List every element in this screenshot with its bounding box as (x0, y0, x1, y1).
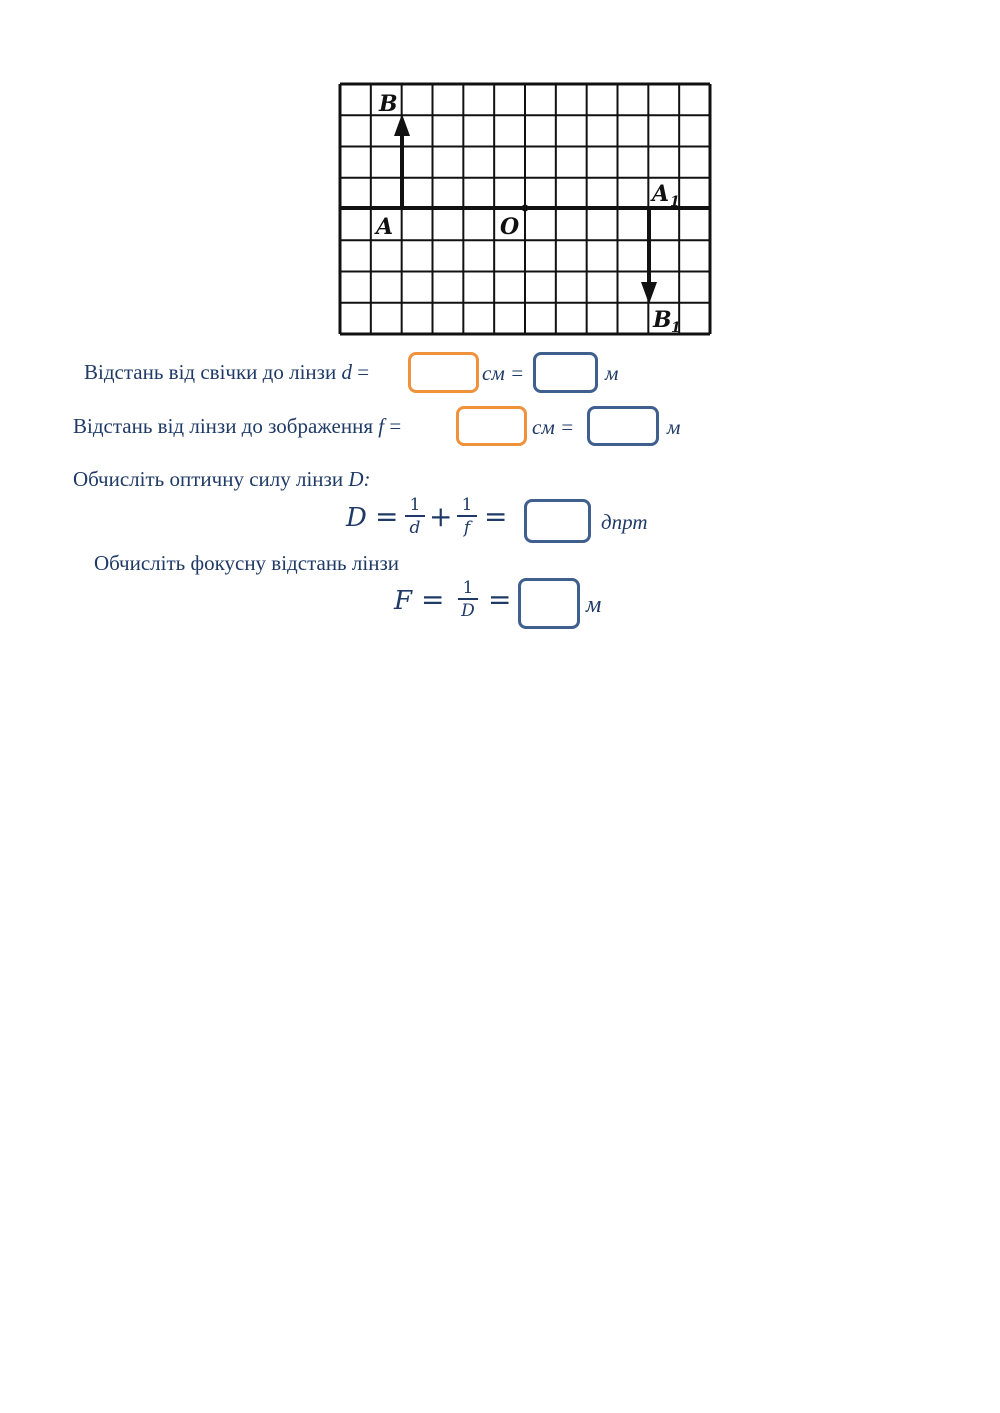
formula-f-equals-result: = (488, 583, 512, 616)
object-distance-eq: = (351, 360, 370, 384)
label-o: O (500, 214, 520, 240)
formula-d-equals-result: = (484, 500, 508, 533)
fraction-one-over-d-denominator: d (409, 517, 421, 538)
optical-power-var: D: (348, 467, 371, 491)
image-arrowhead (641, 282, 657, 304)
fraction-one-over-capital-d-denominator: D (461, 600, 475, 621)
formula-f-equals: = (421, 583, 445, 616)
label-a1: A (652, 181, 670, 207)
fraction-one-over-f-denominator: f (463, 517, 471, 538)
image-distance-m-unit: м (667, 415, 681, 439)
formula-d-lhs: D (346, 503, 367, 533)
formula-plus: + (429, 500, 453, 533)
image-distance-eq: = (384, 414, 402, 438)
object-distance-label (84, 360, 369, 385)
fraction-one-over-d (405, 495, 425, 539)
label-a: A (376, 214, 394, 240)
object-distance-text: Відстань від свічки до лінзи (84, 360, 342, 384)
optical-power-text: Обчисліть оптичну силу лінзи (73, 467, 349, 491)
focal-length-input[interactable] (518, 578, 580, 629)
lens-grid-diagram (300, 70, 730, 350)
image-distance-var: f (378, 414, 385, 438)
focal-length-unit: м (586, 592, 602, 618)
image-distance-cm-input[interactable] (456, 406, 527, 446)
object-distance-cm-unit: см = (482, 361, 525, 385)
image-distance-cm-unit: см = (532, 415, 575, 439)
object-distance-m-input[interactable] (533, 352, 598, 393)
lens-center-point (522, 205, 529, 212)
image-distance-m-input[interactable] (587, 406, 659, 446)
object-distance-m-unit: м (605, 361, 619, 385)
optical-power-unit: дпрт (601, 510, 648, 534)
label-a1-subscript: 1 (670, 194, 680, 210)
label-b1: B (653, 307, 672, 333)
fraction-one-over-d-numerator: 1 (409, 495, 421, 515)
object-distance-var: d (341, 360, 352, 384)
fraction-one-over-capital-d (458, 578, 478, 622)
label-b1-subscript: 1 (671, 320, 681, 336)
object-distance-cm-input[interactable] (408, 352, 479, 393)
formula-f-lhs: F (394, 586, 413, 616)
optical-power-prompt (73, 467, 371, 492)
image-distance-label (73, 414, 401, 439)
formula-d-equals: = (375, 500, 399, 533)
optical-power-input[interactable] (524, 499, 591, 543)
label-b: B (379, 91, 398, 117)
object-arrowhead (394, 114, 410, 136)
fraction-one-over-f (457, 495, 477, 539)
focal-length-prompt: Обчисліть фокусну відстань лінзи (94, 551, 399, 575)
fraction-one-over-f-numerator: 1 (461, 495, 473, 515)
fraction-one-over-capital-d-numerator: 1 (462, 578, 474, 598)
image-distance-text: Відстань від лінзи до зображення (73, 414, 379, 438)
